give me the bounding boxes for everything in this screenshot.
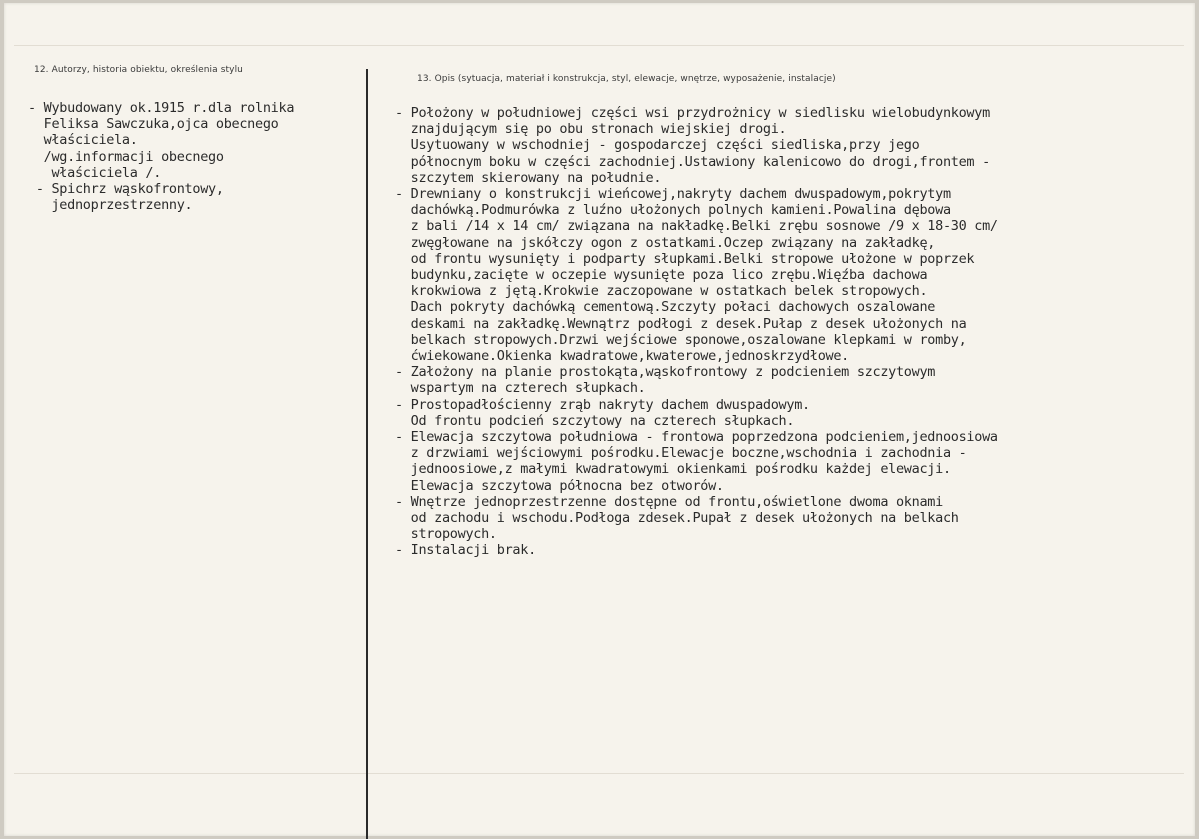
left-column-text: - Wybudowany ok.1915 r.dla rolnika Feliksa Sawczuka,ojca obecnego właściciela. /wg.informacji obecnego właściciela /. - Spichrz wąskofrontowy, jednoprzestrzenny.: [28, 100, 295, 214]
faint-ruling-top: [14, 45, 1184, 46]
left-column-header: 12. Autorzy, historia obiektu, określenia stylu: [34, 65, 243, 75]
right-column-text: - Położony w południowej części wsi przydrożnicy w siedlisku wielobudynkowym znajdującym się po obu stronach wiejskiej drogi. Usytuowany w wschodniej - gospodarczej części siedliska,przy jego północnym boku w części zachodniej.Ustawiony kalenicowo do drogi,frontem - szczytem skierowany na południe. - Drewniany o konstrukcji wieńcowej,nakryty dachem dwuspadowym,pokrytym dachówką.Podmurówka z luźno ułożonych polnych kamieni.Powalina dębowa z bali /14 x 14 cm/ związana na nakładkę.Belki zrębu sosnowe /9 x 18-30 cm/ zwęgłowane na jskółczy ogon z ostatkami.Oczep związany na zakładkę, od frontu wysunięty i podparty słupkami.Belki stropowe ułożone w poprzek budynku,zacięte w oczepie wysunięte poza lico zrębu.Więźba dachowa krokwiowa z jętą.Krokwie zaczopowane w ostatkach belek stropowych. Dach pokryty dachówką cementową.Szczyty połaci dachowych oszalowane deskami na zakładkę.Wewnątrz podłogi z desek.Pułap z desek ułożonych na belkach stropowych.Drzwi wejściowe sponowe,oszalowane klepkami w romby, ćwiekowane.Okienka kwadratowe,kwaterowe,jednoskrzydłowe. - Założony na planie prostokąta,wąskofrontowy z podcieniem szczytowym wspartym na czterech słupkach. - Prostopadłościenny zrąb nakryty dachem dwuspadowym. Od frontu podcień szczytowy na czterech słupkach. - Elewacja szczytowa południowa - frontowa poprzedzona podcieniem,jednoosiowa z drzwiami wejściowymi pośrodku.Elewacje boczne,wschodnia i zachodnia - jednoosiowe,z małymi kwadratowymi okienkami pośrodku każdej elewacji. Elewacja szczytowa północna bez otworów. - Wnętrze jednoprzestrzenne dostępne od frontu,oświetlone dwoma oknami od zachodu i wschodu.Podłoga zdesek.Pupał z desek ułożonych na belkach stropowych. - Instalacji brak.: [395, 105, 998, 559]
document-sheet: [4, 3, 1195, 836]
faint-ruling-bottom: [14, 773, 1184, 774]
right-column-header: 13. Opis (sytuacja, materiał i konstrukcja, styl, elewacje, wnętrze, wyposażenie, instalacje): [417, 74, 836, 84]
column-divider: [366, 69, 368, 839]
